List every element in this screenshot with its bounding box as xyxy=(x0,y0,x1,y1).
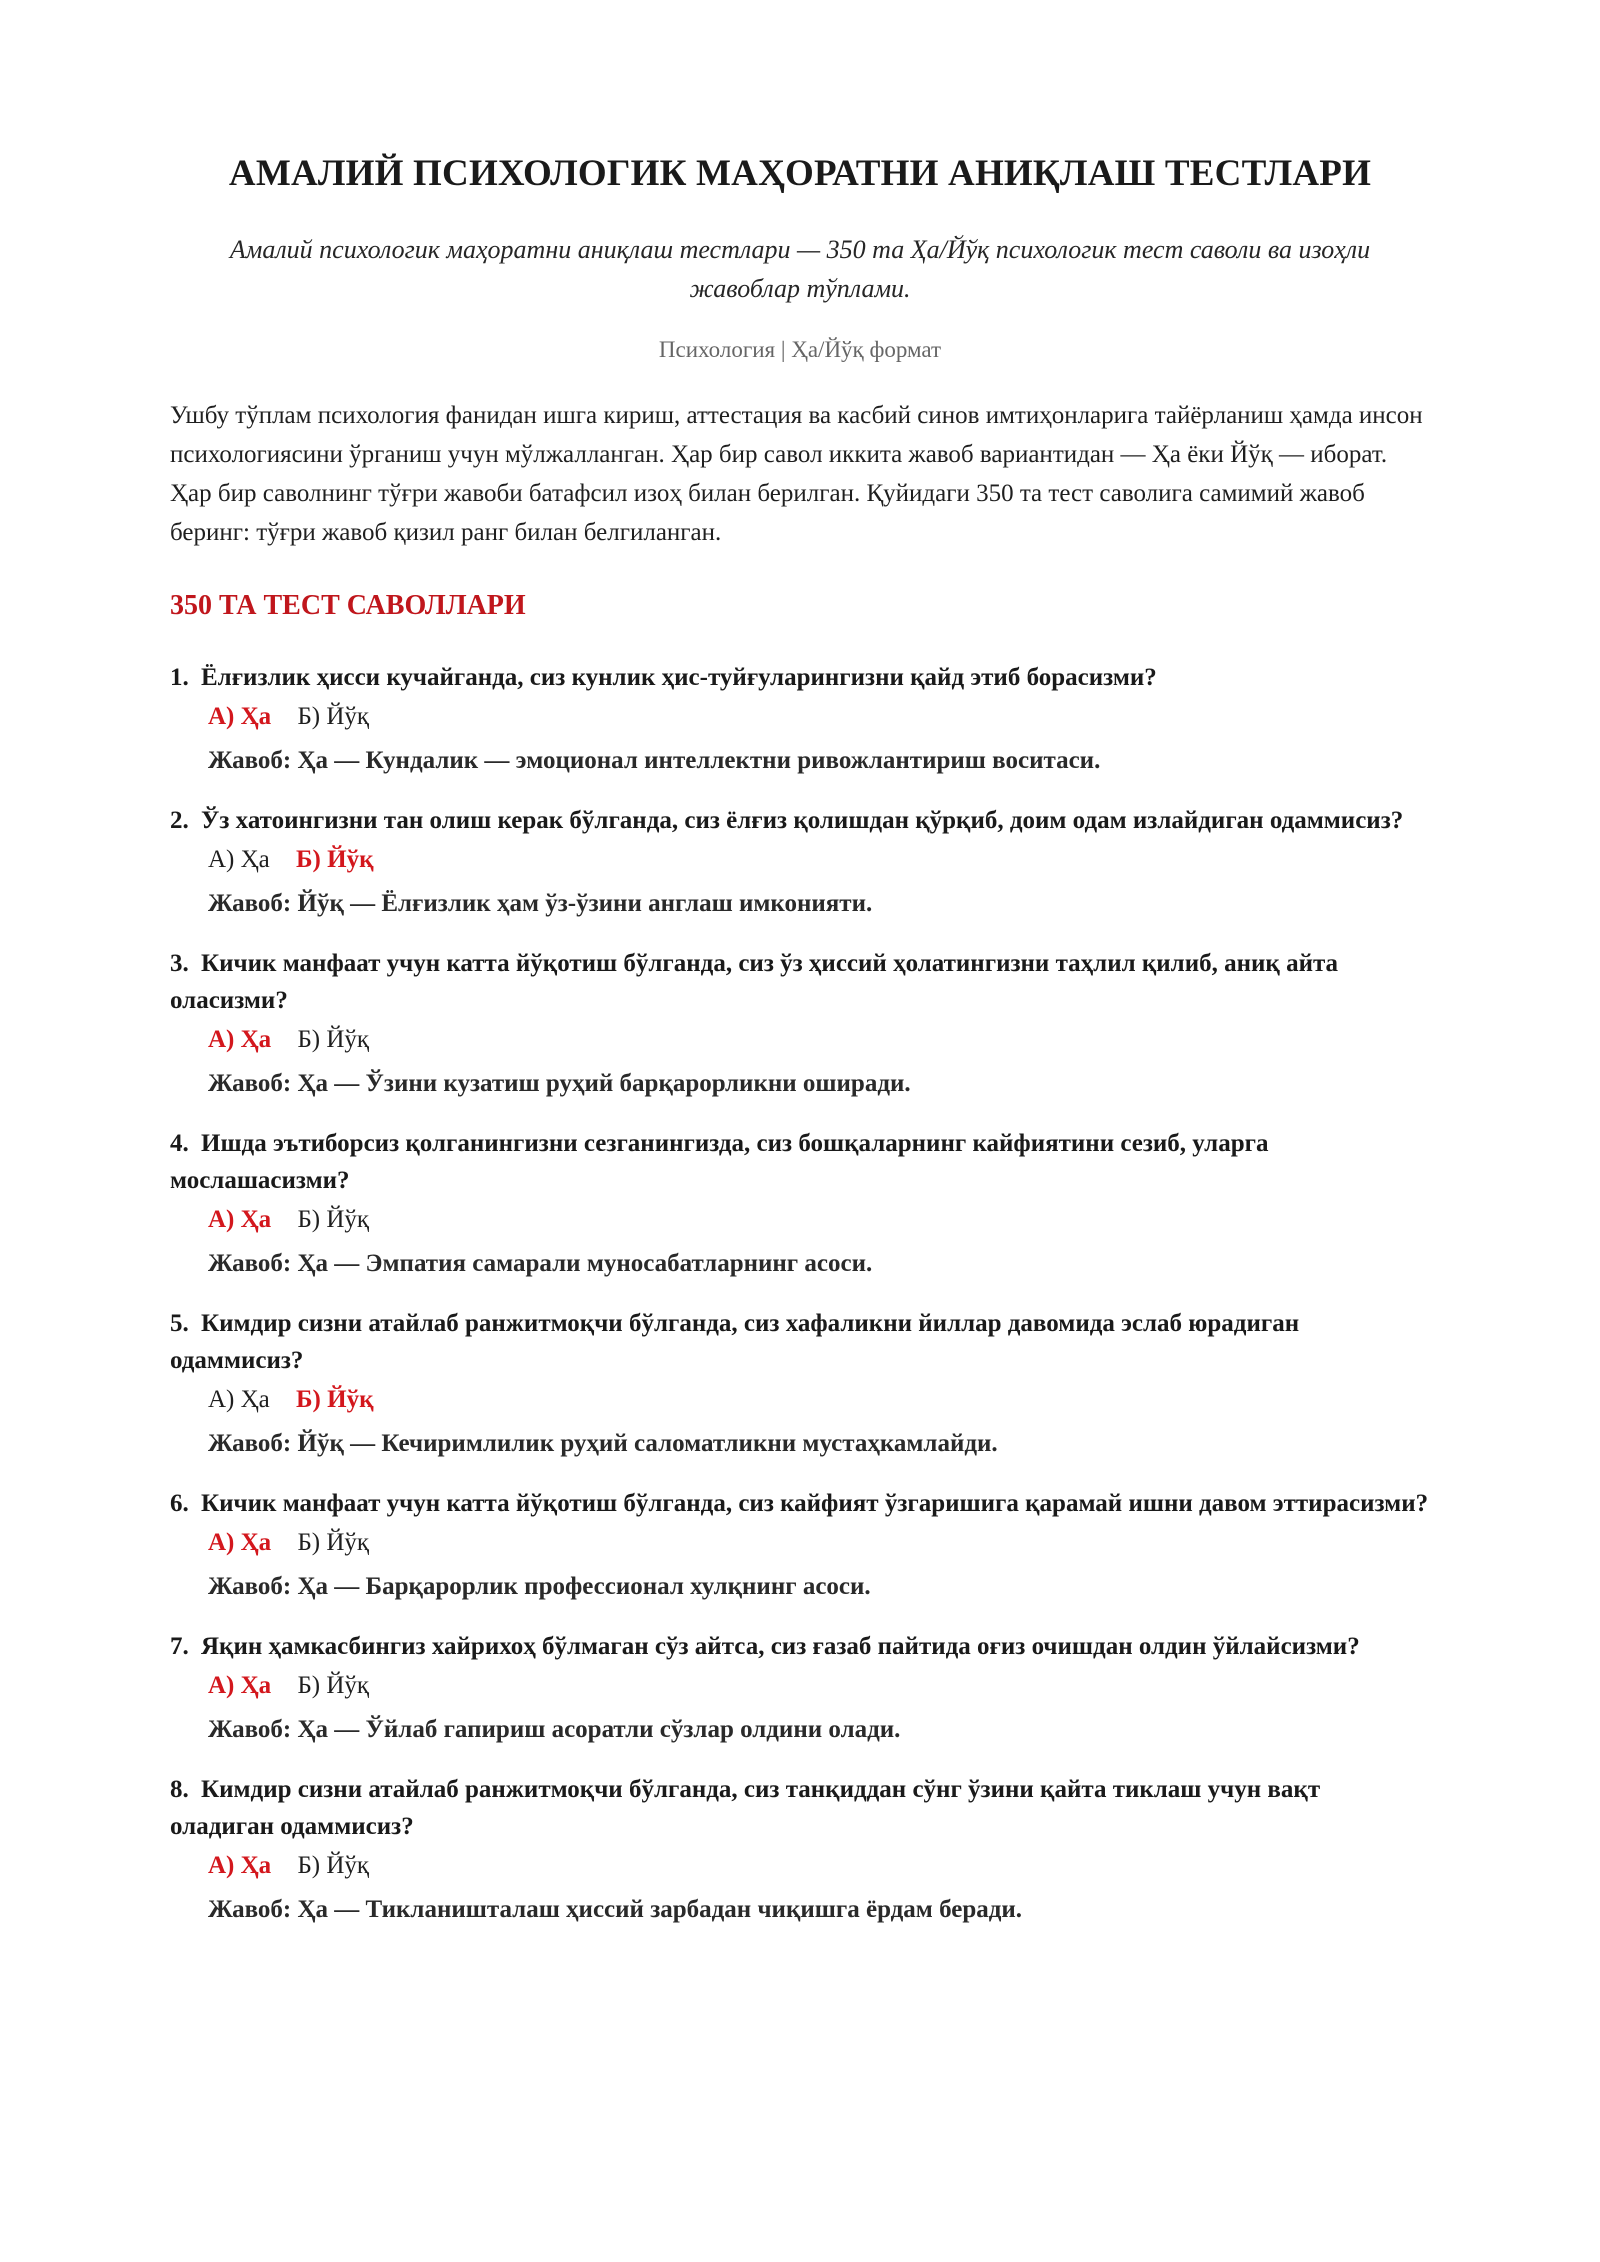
option-a[interactable]: А) Ҳа xyxy=(208,846,270,873)
question-list xyxy=(170,659,1430,1928)
question-item xyxy=(170,802,1430,922)
question-text: Ишда эътиборсиз қолганингизни сезганингизда, сиз бошқаларнинг кайфиятини сезиб, уларга мослашасизми? xyxy=(170,1130,1269,1194)
question-item xyxy=(170,1125,1430,1282)
answer-explanation: Жавоб: Йўқ — Кечиримлилик руҳий саломатликни мустаҳкамлайди. xyxy=(208,1430,998,1457)
option-a[interactable]: А) Ҳа xyxy=(208,1529,272,1556)
answer-options xyxy=(170,1667,1430,1704)
answer-options xyxy=(170,698,1430,735)
question-number: 1. xyxy=(170,664,189,691)
option-a[interactable]: А) Ҳа xyxy=(208,703,272,730)
question-number: 7. xyxy=(170,1633,189,1660)
question-item xyxy=(170,1485,1430,1605)
option-b[interactable]: Б) Йўқ xyxy=(297,1529,370,1556)
answer-options xyxy=(170,1021,1430,1058)
question-number: 3. xyxy=(170,950,189,977)
option-a[interactable]: А) Ҳа xyxy=(208,1026,272,1053)
question-text: Кимдир сизни атайлаб ранжитмоқчи бўлганда, сиз танқиддан сўнг ўзини қайта тиклаш учун вақт оладиган одаммисиз? xyxy=(170,1776,1321,1840)
option-a[interactable]: А) Ҳа xyxy=(208,1672,272,1699)
question-number: 8. xyxy=(170,1776,189,1803)
answer-explanation: Жавоб: Йўқ — Ёлғизлик ҳам ўз-ўзини англаш имконияти. xyxy=(208,890,873,917)
category-meta: Психология | Ҳа/Йўқ формат xyxy=(658,337,942,362)
question-text: Кичик манфаат учун катта йўқотиш бўлганда, сиз ўз ҳиссий ҳолатингизни таҳлил қилиб, аниқ айта оласизми? xyxy=(170,950,1339,1014)
question-item xyxy=(170,1771,1430,1928)
option-a[interactable]: А) Ҳа xyxy=(208,1206,272,1233)
intro-paragraph: Ушбу тўплам психология фанидан ишга кириш, аттестация ва касбий синов имтиҳонларига тайёрланиш ҳамда инсон психологиясини ўрганиш учун мўлжалланган. Ҳар бир савол иккита жавоб вариантидан — Ҳа ёки Йўқ — иборат. Ҳар бир саволнинг тўғри жавоби батафсил изоҳ билан берилган. Қуйидаги 350 та тест саволига самимий жавоб беринг: тўғри жавоб қизил ранг билан белгиланган. xyxy=(170,402,1423,546)
option-b[interactable]: Б) Йўқ xyxy=(297,703,370,730)
option-b[interactable]: Б) Йўқ xyxy=(297,1852,370,1879)
option-b[interactable]: Б) Йўқ xyxy=(297,1206,370,1233)
answer-explanation: Жавоб: Ҳа — Ўзини кузатиш руҳий барқарорликни оширади. xyxy=(208,1070,911,1097)
question-number: 2. xyxy=(170,807,189,834)
question-item xyxy=(170,1305,1430,1462)
option-b[interactable]: Б) Йўқ xyxy=(296,1386,374,1413)
question-number: 4. xyxy=(170,1130,189,1157)
answer-explanation: Жавоб: Ҳа — Эмпатия самарали муносабатларнинг асоси. xyxy=(208,1250,873,1277)
option-b[interactable]: Б) Йўқ xyxy=(297,1672,370,1699)
answer-options xyxy=(170,1524,1430,1561)
answer-options xyxy=(170,841,1430,878)
option-b[interactable]: Б) Йўқ xyxy=(296,846,374,873)
question-item xyxy=(170,1628,1430,1748)
answer-options xyxy=(170,1201,1430,1238)
option-b[interactable]: Б) Йўқ xyxy=(297,1026,370,1053)
page-subtitle: Амалий психологик маҳоратни аниқлаш тестлари — 350 та Ҳа/Йўқ психологик тест саволи ва изоҳли жавоблар тўплами. xyxy=(229,235,1371,303)
answer-explanation: Жавоб: Ҳа — Барқарорлик профессионал хулқнинг асоси. xyxy=(208,1573,871,1600)
question-item xyxy=(170,659,1430,779)
option-a[interactable]: А) Ҳа xyxy=(208,1386,270,1413)
question-text: Яқин ҳамкасбингиз хайрихоҳ бўлмаган сўз айтса, сиз ғазаб пайтида оғиз очишдан олдин ўйлайсизми? xyxy=(201,1633,1360,1660)
page-title: АМАЛИЙ ПСИХОЛОГИК МАҲОРАТНИ АНИҚЛАШ ТЕСТЛАРИ xyxy=(228,153,1372,194)
answer-explanation: Жавоб: Ҳа — Ўйлаб гапириш асоратли сўзлар олдини олади. xyxy=(208,1716,901,1743)
question-number: 6. xyxy=(170,1490,189,1517)
option-a[interactable]: А) Ҳа xyxy=(208,1852,272,1879)
section-heading: 350 ТА ТЕСТ САВОЛЛАРИ xyxy=(170,590,526,621)
question-item xyxy=(170,945,1430,1102)
question-text: Кичик манфаат учун катта йўқотиш бўлганда, сиз кайфият ўзгаришига қарамай ишни давом эттирасизми? xyxy=(201,1490,1429,1517)
question-text: Кимдир сизни атайлаб ранжитмоқчи бўлганда, сиз хафаликни йиллар давомида эслаб юрадиган одаммисиз? xyxy=(170,1310,1300,1374)
answer-options xyxy=(170,1381,1430,1418)
question-number: 5. xyxy=(170,1310,189,1337)
answer-explanation: Жавоб: Ҳа — Кундалик — эмоционал интеллектни ривожлантириш воситаси. xyxy=(208,747,1101,774)
question-text: Ёлғизлик ҳисси кучайганда, сиз кунлик ҳис-туйғуларингизни қайд этиб борасизми? xyxy=(201,664,1157,691)
answer-options xyxy=(170,1847,1430,1884)
answer-explanation: Жавоб: Ҳа — Тикланишталаш ҳиссий зарбадан чиқишга ёрдам беради. xyxy=(208,1896,1023,1923)
question-text: Ўз хатоингизни тан олиш керак бўлганда, сиз ёлғиз қолишдан қўрқиб, доим одам излайдиган одаммисиз? xyxy=(201,807,1404,834)
